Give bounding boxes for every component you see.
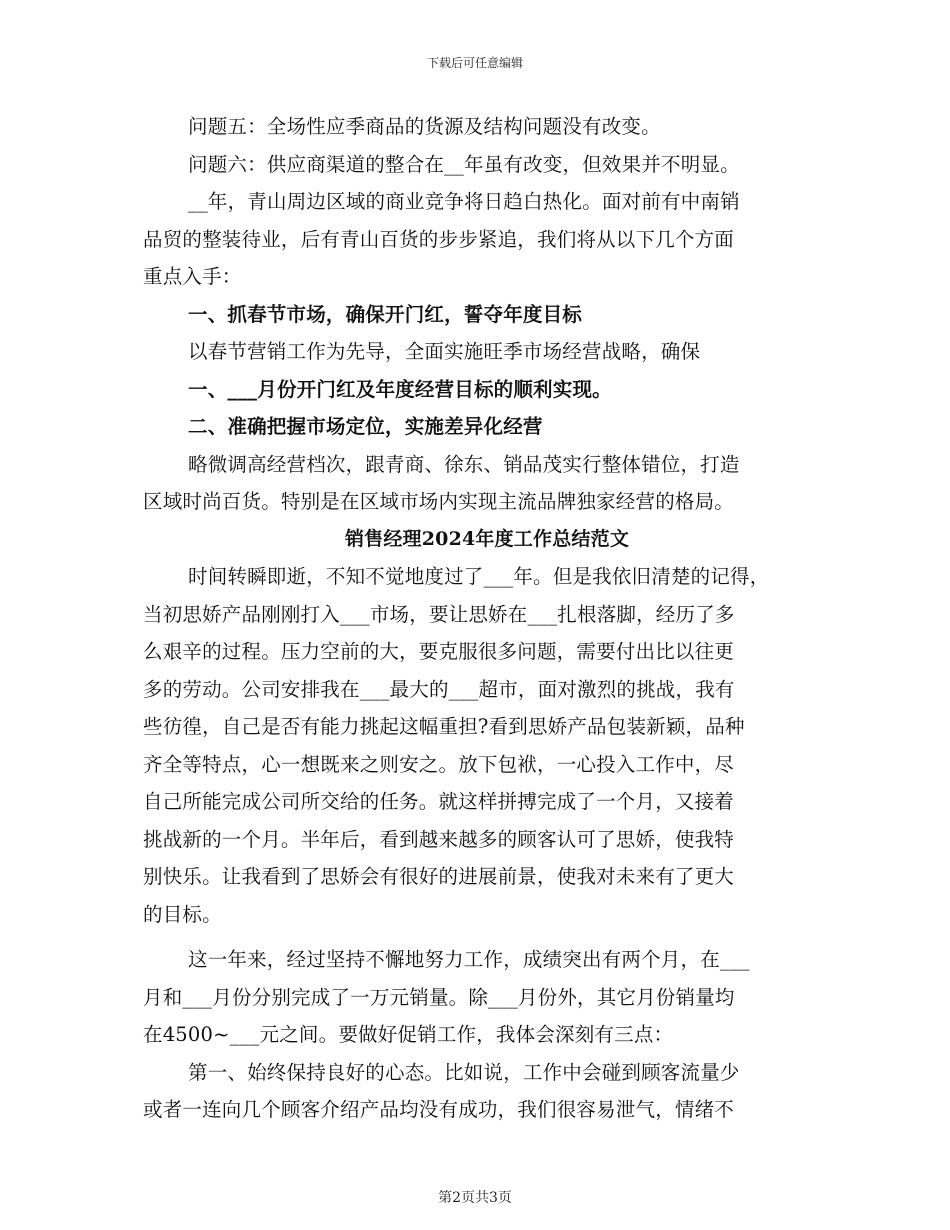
paragraph-line: 或者一连向几个顾客介绍产品均没有成功，我们很容易泄气，情绪不 <box>143 1098 735 1121</box>
paragraph-line: 挑战新的一个月。半年后，看到越来越多的顾客认可了思娇，使我特 <box>143 827 735 851</box>
paragraph-line: 些彷徨，自己是否有能力挑起这幅重担?看到思娇产品包装新颖，品种 <box>143 715 745 738</box>
page-number: 第2页共3页 <box>438 1190 512 1206</box>
paragraph-line: 以春节营销工作为先导，全面实施旺季市场经营战略，确保 <box>188 340 701 363</box>
paragraph-line: 第一、始终保持良好的心态。比如说，工作中会碰到顾客流量少 <box>188 1060 740 1084</box>
paragraph-line: 略微调高经营档次，跟青商、徐东、销品茂实行整体错位，打造 <box>188 452 740 476</box>
paragraph-line: 问题六：供应商渠道的整合在__年虽有改变，但效果并不明显。 <box>188 152 740 176</box>
section-heading: 一、抓春节市场，确保开门红，誓夺年度目标 <box>188 302 583 326</box>
paragraph-line: 在4500~___元之间。要做好促销工作，我体会深刻有三点： <box>143 1023 674 1046</box>
paragraph-line: 齐全等特点，心一想既来之则安之。放下包袱，一心投入工作中，尽 <box>143 752 735 776</box>
paragraph-line: __年，青山周边区域的商业竞争将日趋白热化。面对前有中南销 <box>188 190 740 213</box>
paragraph-line: 品贸的整装待业，后有青山百货的步步紧追，我们将从以下几个方面 <box>143 227 735 251</box>
paragraph-line: 时间转瞬即逝，不知不觉地度过了___年。但是我依旧清楚的记得， <box>188 565 770 588</box>
paragraph-line: 区域时尚百货。特别是在区域市场内实现主流品牌独家经营的格局。 <box>143 490 735 513</box>
paragraph-line: 当初思娇产品刚刚打入___市场，要让思娇在___扎根落脚，经历了多 <box>143 602 735 626</box>
paragraph-line: 重点入手： <box>143 265 242 288</box>
paragraph-gap <box>143 933 811 941</box>
paragraph-line: 多的劳动。公司安排我在___最大的___超市，面对激烈的挑战，我有 <box>143 677 735 701</box>
paragraph-line: 问题五：全场性应季商品的货源及结构问题没有改变。 <box>188 115 661 138</box>
document-body <box>143 108 811 1129</box>
document-title: 销售经理2024年度工作总结范文 <box>344 527 630 550</box>
section-heading: 二、准确把握市场定位，实施差异化经营 <box>188 415 543 438</box>
paragraph-line: 月和___月份分别完成了一万元销量。除___月份外，其它月份销量均 <box>143 985 735 1009</box>
paragraph-line: 这一年来，经过坚持不懈地努力工作，成绩突出有两个月，在___ <box>188 948 750 971</box>
page-header: 下载后可任意编辑 <box>426 56 523 70</box>
paragraph-line: 么艰辛的过程。压力空前的大，要克服很多问题，需要付出比以往更 <box>143 640 735 663</box>
section-heading: 一、___月份开门红及年度经营目标的顺利实现。 <box>188 377 612 401</box>
paragraph-line: 自己所能完成公司所交给的任务。就这样拼搏完成了一个月，又接着 <box>143 790 735 813</box>
paragraph-line: 的目标。 <box>143 902 222 926</box>
paragraph-line: 别快乐。让我看到了思娇会有很好的进展前景，使我对未来有了更大 <box>143 865 735 888</box>
